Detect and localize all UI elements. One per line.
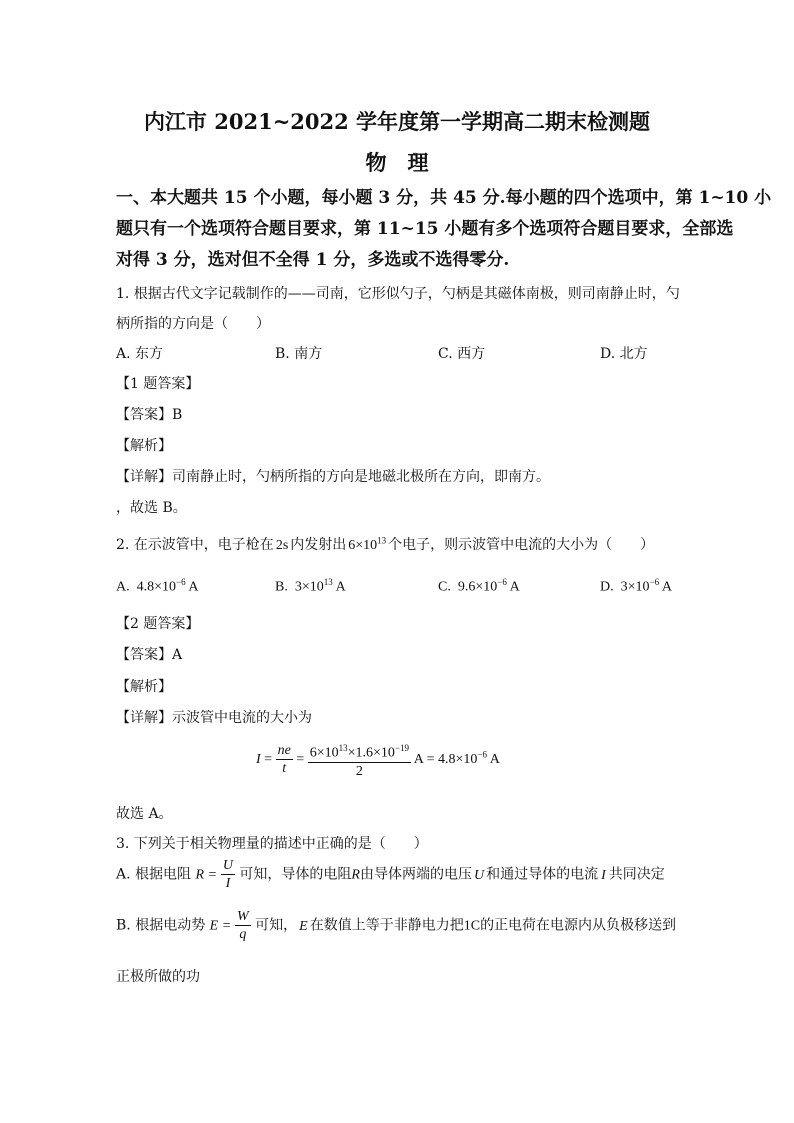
q3-option-a-eq: = [208, 867, 217, 883]
q2-option-a-exp: −6 [176, 577, 186, 587]
q3-option-b-mid: 可知， [255, 917, 298, 934]
q2-formula-f2-den: 2 [355, 763, 363, 779]
q1-analysis-header: 【解析】 [116, 438, 172, 454]
q3-stem: 3. 下列关于相关物理量的描述中正确的是（ ） [116, 836, 428, 852]
q2-formula-result-unit: A [489, 752, 500, 768]
q2-detail: 【详解】示波管中电流的大小为 [116, 710, 312, 726]
q2-option-d-base: 3×10 [620, 579, 650, 595]
q2-formula-f1-den: t [282, 761, 287, 777]
q2-option-a-base: 4.8×10 [136, 579, 177, 595]
q2-option-d-unit: A [661, 579, 673, 595]
q2-formula-result-base: 4.8×10 [437, 752, 478, 768]
q3-option-a-r: R [195, 867, 205, 883]
q3-option-b-end: 的正电荷在电源内从负极移送到 [480, 917, 677, 934]
q2-option-a [116, 577, 199, 596]
subject-title: 物 理 [365, 150, 429, 175]
q2-option-c-exp: −6 [497, 577, 507, 587]
q2-option-a-unit: A [188, 579, 199, 595]
q2-formula-f2-num-b: ×1.6×10 [347, 745, 395, 761]
q3-option-b-e: E [209, 918, 219, 934]
section-instructions-line2: 题只有一个选项符合题目要求，第 11~15 小题有多个选项符合题目要求，全部选 [116, 219, 734, 239]
section-instructions-line3: 对得 3 分，选对但不全得 1 分，多选或不选得零分. [116, 250, 510, 270]
q2-stem-part-a: 2. 在示波管中，电子枪在 [116, 537, 274, 553]
q3-option-a-den: I [225, 876, 231, 891]
q1-option-a: A. 东方 [116, 346, 164, 362]
q2-option-b-exp: 13 [323, 577, 333, 587]
q3-option-a-num: U [222, 858, 233, 873]
q3-option-b-line2: 正极所做的功 [116, 969, 200, 985]
q2-stem-count [348, 535, 387, 553]
q2-option-d-exp: −6 [649, 577, 660, 587]
q2-formula-f2-num-b-exp: −19 [394, 743, 409, 753]
q3-option-b-charge: 1C [463, 918, 481, 934]
q2-conclusion: 故选 A。 [116, 806, 173, 822]
q2-formula-lhs: I [256, 752, 261, 768]
q2-analysis-header: 【解析】 [116, 679, 172, 695]
q2-answer-header: 【2 题答案】 [116, 616, 200, 632]
q2-option-b-label: B. [275, 579, 288, 595]
q2-option-b-unit: A [335, 579, 346, 595]
q1-detail: 【详解】司南静止时，勺柄所指的方向是地磁北极所在方向，即南方。 [116, 469, 550, 485]
q2-option-c-unit: A [509, 579, 520, 595]
q2-formula-eq2: = [296, 752, 305, 768]
q2-stem-time: 2s [275, 538, 289, 553]
q3-option-b-e2: E [299, 918, 308, 934]
q1-stem-line1: 1. 根据古代文字记载制作的——司南，它形似勺子，勺柄是其磁体南极，则司南静止时，勺 [116, 286, 680, 302]
q2-option-d [600, 577, 672, 596]
q2-formula-unit: A [413, 752, 424, 768]
q2-option-c-base: 9.6×10 [457, 579, 498, 595]
q2-stem-count-exp: 13 [377, 535, 387, 546]
q1-option-c: C. 西方 [438, 346, 486, 362]
q3-option-b [116, 908, 676, 943]
q2-formula-result-exp: −6 [477, 749, 487, 760]
q2-formula-eq3: = [426, 752, 435, 768]
q1-option-d: D. 北方 [600, 346, 648, 362]
q2-formula-fraction-1 [276, 742, 293, 777]
q1-stem-line2: 柄所指的方向是（ ） [116, 316, 270, 332]
q3-option-a-end: 共同决定 [608, 866, 665, 883]
q1-option-b: B. 南方 [275, 346, 323, 362]
q2-option-c-label: C. [438, 579, 451, 595]
q2-stem [116, 534, 654, 554]
q2-formula-fraction-2 [308, 740, 411, 780]
q2-option-c [438, 577, 520, 596]
q3-option-a-mid3: 和通过导体的电流 [486, 866, 599, 883]
q3-option-a-r2: R [351, 867, 360, 883]
q3-option-a-prefix: A. 根据电阻 [116, 866, 192, 883]
q2-stem-part-c: 内发射出 [290, 537, 347, 553]
page-title: 内江市 2021~2022 学年度第一学期高二期末检测题 [143, 109, 651, 134]
q2-formula-f2-num [308, 740, 411, 763]
q3-option-b-eq: = [222, 918, 231, 934]
q1-conclusion: ，故选 B。 [116, 500, 187, 516]
q3-option-b-den: q [239, 927, 247, 942]
q3-option-a-i: I [601, 867, 606, 883]
q2-stem-count-base: 6×10 [348, 538, 378, 553]
q3-option-a-u: U [473, 867, 485, 883]
q3-option-b-prefix: B. 根据电动势 [116, 917, 206, 934]
q3-option-a-mid: 可知，导体的电阻 [239, 866, 352, 883]
q3-option-b-fraction [235, 908, 251, 943]
q2-answer: 【答案】A [116, 647, 183, 663]
q2-stem-part-e: 个电子，则示波管中电流的大小为（ ） [388, 537, 655, 553]
q3-option-a-fraction [221, 857, 235, 892]
section-instructions-line1: 一、本大题共 15 个小题，每小题 3 分，共 45 分.每小题的四个选项中，第 1~10 小 [116, 188, 772, 208]
q2-formula-f2-num-a-exp: 13 [338, 743, 348, 753]
q2-formula-f2-num-a: 6×10 [309, 745, 339, 761]
q3-option-a [116, 857, 665, 892]
q3-option-b-mid2: 在数值上等于非静电力把 [309, 917, 464, 934]
q2-formula [256, 740, 500, 780]
q3-option-a-mid2: 由导体两端的电压 [359, 866, 472, 883]
q2-option-b [275, 577, 346, 596]
q2-formula-eq1: = [264, 752, 273, 768]
q1-answer-header: 【1 题答案】 [116, 376, 200, 392]
q2-option-d-label: D. [600, 579, 614, 595]
q2-option-b-base: 3×10 [294, 579, 324, 595]
q1-answer: 【答案】B [116, 407, 183, 423]
q2-formula-f1-num: ne [277, 743, 291, 759]
q3-option-b-num: W [237, 909, 249, 924]
q2-option-a-label: A. [116, 579, 130, 595]
